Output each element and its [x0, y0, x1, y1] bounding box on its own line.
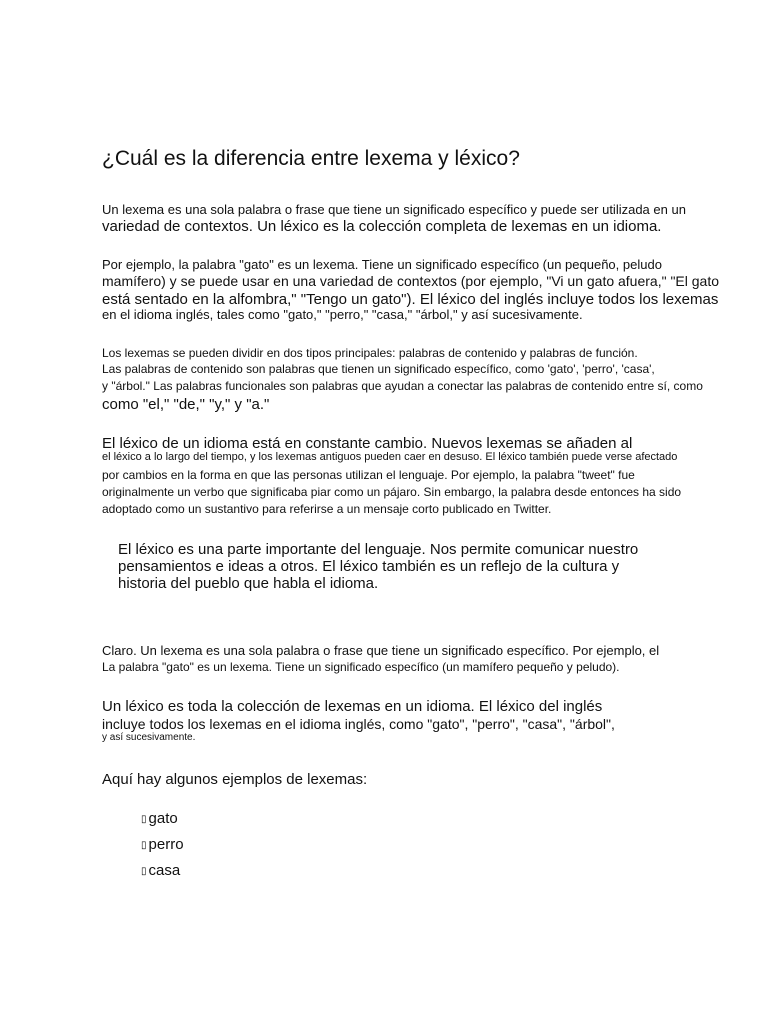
paragraph-line: el léxico a lo largo del tiempo, y los lexemas antiguos pueden caer en desuso. El léxico también puede verse afectado — [102, 451, 678, 463]
paragraph-line: Un léxico es toda la colección de lexemas en un idioma. El léxico del inglés — [102, 698, 603, 715]
bullet-box-icon: ▯ — [141, 866, 147, 877]
paragraph-line: Claro. Un lexema es una sola palabra o frase que tiene un significado específico. Por ejemplo, el — [102, 643, 660, 658]
paragraph-line: incluye todos los lexemas en el idioma inglés, como "gato", "perro", "casa", "árbol", — [102, 716, 615, 732]
paragraph-line: mamífero) y se puede usar en una variedad de contextos (por ejemplo, "Vi un gato afuera," "El gato — [102, 273, 720, 289]
paragraph-line: y "árbol." Las palabras funcionales son palabras que ayudan a conectar las palabras de contenido entre sí, como — [102, 379, 703, 393]
paragraph-line: en el idioma inglés, tales como "gato," "perro," "casa," "árbol," y así sucesivamente. — [102, 307, 583, 322]
list-item-label: perro — [148, 836, 184, 853]
quote-line: El léxico es una parte importante del lenguaje. Nos permite comunicar nuestro — [118, 541, 639, 558]
paragraph-line: originalmente un verbo que significaba piar como un pájaro. Sin embargo, la palabra desde entonces ha sido — [102, 485, 682, 499]
list-item — [141, 837, 184, 852]
paragraph-line: El léxico de un idioma está en constante cambio. Nuevos lexemas se añaden al — [102, 435, 633, 452]
paragraph-line: variedad de contextos. Un léxico es la colección completa de lexemas en un idioma. — [102, 218, 662, 235]
paragraph-line: Los lexemas se pueden dividir en dos tipos principales: palabras de contenido y palabras de función. — [102, 346, 638, 360]
paragraph-line: Las palabras de contenido son palabras que tienen un significado específico, como 'gato', 'perro', 'casa', — [102, 362, 655, 376]
list-item-label: gato — [148, 810, 178, 827]
paragraph-line: como "el," "de," "y," y "a." — [102, 396, 270, 413]
list-item — [141, 863, 180, 878]
paragraph-line: adoptado como un sustantivo para referirse a un mensaje corto publicado en Twitter. — [102, 502, 552, 516]
bullet-box-icon: ▯ — [141, 814, 147, 825]
quote-line: historia del pueblo que habla el idioma. — [118, 575, 379, 592]
page-title: ¿Cuál es la diferencia entre lexema y léxico? — [102, 147, 520, 170]
paragraph-line: Un lexema es una sola palabra o frase que tiene un significado específico y puede ser utilizada en un — [102, 202, 686, 217]
bullet-box-icon: ▯ — [141, 840, 147, 851]
examples-intro: Aquí hay algunos ejemplos de lexemas: — [102, 771, 368, 788]
quote-line: pensamientos e ideas a otros. El léxico también es un reflejo de la cultura y — [118, 558, 620, 575]
paragraph-line: Por ejemplo, la palabra "gato" es un lexema. Tiene un significado específico (un pequeño, peludo — [102, 257, 662, 272]
paragraph-line: y así sucesivamente. — [102, 732, 196, 743]
paragraph-line: está sentado en la alfombra," "Tengo un gato"). El léxico del inglés incluye todos los lexemas — [102, 291, 719, 308]
paragraph-line: por cambios en la forma en que las personas utilizan el lenguaje. Por ejemplo, la palabra "tweet" fue — [102, 468, 635, 482]
list-item — [141, 811, 178, 826]
list-item-label: casa — [148, 862, 181, 879]
paragraph-line: La palabra "gato" es un lexema. Tiene un significado específico (un mamífero pequeño y peludo). — [102, 660, 620, 674]
